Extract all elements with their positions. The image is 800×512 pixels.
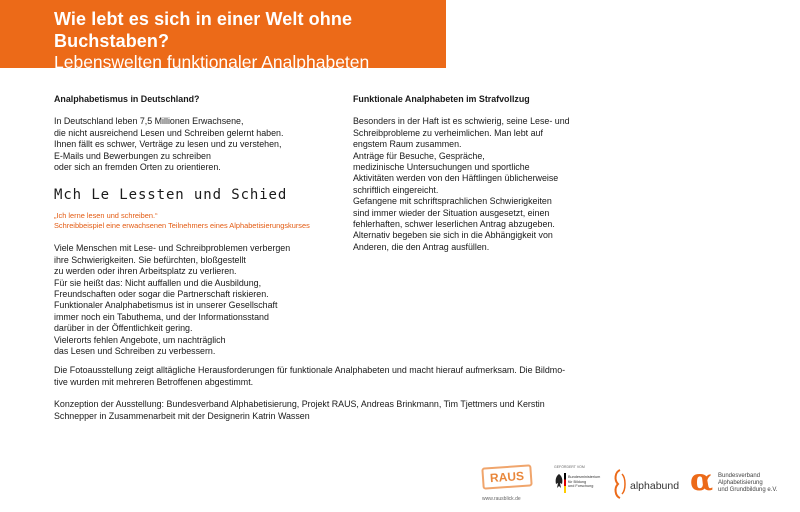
- left-heading: Analphabetismus in Deutschland?: [54, 94, 200, 104]
- eagle-icon: [554, 472, 564, 494]
- raus-url: www.rausblick.de: [482, 496, 521, 502]
- caption-quote: „Ich lerne lesen und schreiben.“: [54, 211, 158, 221]
- right-column: [353, 94, 593, 253]
- left-column: [54, 94, 329, 358]
- bmbf-logo: [554, 465, 602, 505]
- raus-logo: [480, 466, 536, 504]
- alphabund-name: alphabund: [630, 480, 680, 492]
- alphabund-mark-icon: [610, 468, 630, 500]
- left-paragraph-2: Viele Menschen mit Lese- und Schreibproblemen verbergen ihre Schwierigkeiten. Sie befürchten, bloßgestellt zu werden oder ihren Arbeitsplatz zu verlieren. Für sie heißt das: Nicht auffallen und die Ausbildung, Freundschaften oder sogar die Partnerschaft riskieren. Funktionaler Analphabetismus ist in unserer Gesellschaft immer noch ein Tabuthema, und der Informationsstand darüber in der Öffentlichkeit gering. Vielerorts fehlen Angebote, um nachträglich das Lesen und Schreiben zu verbessern.: [54, 243, 291, 357]
- alpha-symbol-icon: α: [690, 463, 714, 498]
- handwriting-caption: [54, 211, 329, 230]
- bmbf-name: Bundesministerium für Bildung und Forschung: [568, 475, 601, 489]
- alphabund-logo: [610, 468, 682, 502]
- bmbf-funded-by: GEFÖRDERT VOM: [554, 465, 585, 469]
- exhibition-description: Die Fotoausstellung zeigt alltägliche Herausforderungen für funktionale Analphabeten und macht hierauf aufmerksam. Die Bildmo- tive wurden mit mehreren Betroffenen abgestimmt.: [54, 365, 566, 387]
- bundesverband-logo: [690, 463, 800, 504]
- handwriting-sample: Mch Le Lessten und Schied: [54, 187, 288, 204]
- bundesverband-name: Bundesverband Alphabetisierung und Grundbildung e.V.: [718, 473, 778, 494]
- caption-text: Schreibbeispiel eine erwachsenen Teilnehmers eines Alphabetisierungskurses: [54, 220, 310, 230]
- logo-bar: [480, 462, 800, 512]
- header-banner: [0, 0, 446, 72]
- right-paragraph: Besonders in der Haft ist es schwierig, seine Lese- und Schreibprobleme zu verheimlichen. Man lebt auf engstem Raum zusammen. Anträge für Besuche, Gespräche, medizinische Untersuchungen und sportliche Aktivitäten werden von den Häftlingen üblicherweise schriftlich eingereicht. Gefangene mit schriftsprachlichen Schwierigkeiten sind immer wieder der Situation ausgesetzt, einen fehlerhaften, schwer leserlichen Antrag abzugeben. Alternativ begeben sie sich in die Abhängigkeit von Anderen, die den Antrag ausfüllen.: [353, 116, 570, 252]
- page-subtitle: Lebenswelten funktionaler Analphabeten: [54, 52, 370, 72]
- german-flag-icon: [564, 473, 566, 493]
- left-paragraph-1: In Deutschland leben 7,5 Millionen Erwachsene, die nicht ausreichend Lesen und Schreiben gelernt haben. Ihnen fällt es schwer, Verträge zu lesen und zu verstehen, E-Mails und Bewerbungen zu schreiben oder sich an fremden Orten zu orientieren.: [54, 116, 284, 173]
- right-heading: Funktionale Analphabeten im Strafvollzug: [353, 94, 530, 104]
- page-title: Wie lebt es sich in einer Welt ohne Buchstaben?: [54, 9, 353, 51]
- raus-badge: RAUS: [481, 464, 532, 489]
- exhibition-credits: Konzeption der Ausstellung: Bundesverband Alphabetisierung, Projekt RAUS, Andreas Brinkmann, Tim Tjettmers und Kerstin Schnepper in Zusammenarbeit mit der Designerin Katrin Wassen: [54, 399, 545, 421]
